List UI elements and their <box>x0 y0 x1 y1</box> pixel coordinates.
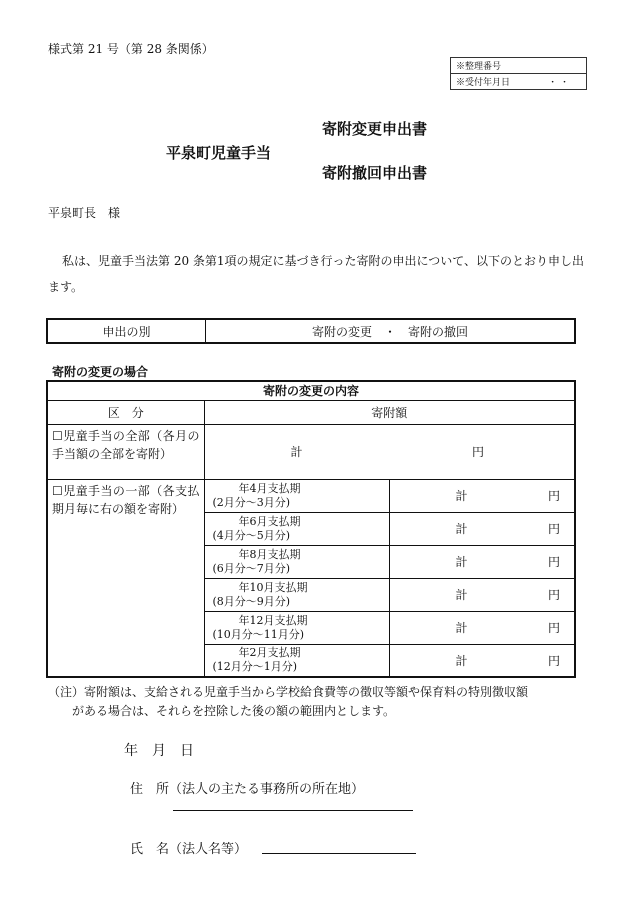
amount-unit: 円 <box>547 653 560 668</box>
address-input-line[interactable] <box>173 810 413 811</box>
period-cell <box>204 545 389 578</box>
period-months: (10月分～11月分) <box>212 627 305 641</box>
addressee: 平泉町長 様 <box>48 206 121 220</box>
period-name: 年8月支払期 <box>238 547 301 561</box>
period-amount[interactable] <box>389 512 575 545</box>
ref-date-label: ※受付年月日 <box>456 78 511 88</box>
amount-prefix: 計 <box>455 489 468 503</box>
period-name: 年2月支払期 <box>238 646 301 660</box>
period-months: (2月分～3月分) <box>212 495 291 509</box>
request-type-label: 申出の別 <box>47 319 206 343</box>
amount-unit: 円 <box>547 489 560 503</box>
amount-prefix: 計 <box>455 522 468 536</box>
period-amount[interactable] <box>389 578 575 611</box>
period-cell <box>204 512 389 545</box>
amount-unit: 円 <box>547 621 560 635</box>
option-partial-checkbox[interactable]: ☐児童手当の一部（各支払期月毎に右の額を寄附） <box>47 479 204 677</box>
period-months: (12月分～1月分) <box>212 660 298 674</box>
reference-box <box>450 57 587 90</box>
amount-prefix: 計 <box>455 588 468 602</box>
amount-prefix: 計 <box>455 555 468 569</box>
name-input-line[interactable] <box>262 853 416 854</box>
all-amount-prefix: 計 <box>290 445 303 459</box>
period-name: 年10月支払期 <box>238 580 308 594</box>
note-line-2: がある場合は、それらを控除した後の額の範囲内とします。 <box>72 704 396 718</box>
note-line-1: （注）寄附額は、支給される児童手当から学校給食費等の徴収等額や保育料の特別徴収額 <box>48 685 529 699</box>
change-table <box>46 380 576 678</box>
period-name: 年12月支払期 <box>238 613 308 627</box>
period-months: (4月分～5月分) <box>212 528 291 542</box>
amount-prefix: 計 <box>455 621 468 635</box>
period-cell <box>204 611 389 644</box>
option-all-checkbox[interactable]: ☐児童手当の全部（各月の手当額の全部を寄附） <box>47 424 204 479</box>
amount-unit: 円 <box>547 555 560 569</box>
period-amount[interactable] <box>389 611 575 644</box>
amount-prefix: 計 <box>455 653 468 668</box>
request-type-table <box>46 318 576 344</box>
title-change-request: 寄附変更申出書 <box>322 120 428 138</box>
period-amount[interactable] <box>389 545 575 578</box>
period-name: 年4月支払期 <box>238 481 301 495</box>
name-label: 氏 名（法人名等） <box>130 842 248 857</box>
ref-number-label: ※整理番号 <box>451 58 587 74</box>
ref-date-dots: ・ ・ <box>548 78 569 88</box>
ref-date-cell <box>451 74 587 90</box>
col-header-amount: 寄附額 <box>204 400 575 424</box>
amount-unit: 円 <box>547 522 560 536</box>
form-number: 様式第 21 号（第 28 条関係） <box>48 42 214 56</box>
title-withdraw-request: 寄附撤回申出書 <box>322 164 428 182</box>
period-amount[interactable] <box>389 479 575 512</box>
period-cell <box>204 644 389 677</box>
period-name: 年6月支払期 <box>238 514 301 528</box>
period-cell <box>204 578 389 611</box>
period-months: (8月分～9月分) <box>212 594 291 608</box>
amount-unit: 円 <box>547 588 560 602</box>
change-section-label: 寄附の変更の場合 <box>52 365 149 379</box>
all-amount-unit: 円 <box>471 445 484 459</box>
date-label: 年 月 日 <box>124 743 194 759</box>
period-amount[interactable] <box>389 644 575 677</box>
period-cell <box>204 479 389 512</box>
body-text: 私は、児童手当法第 20 条第1項の規定に基づき行った寄附の申出について、以下のとおり申し出ます。 <box>48 254 585 294</box>
change-table-title: 寄附の変更の内容 <box>47 381 575 400</box>
address-label: 住 所（法人の主たる事務所の所在地） <box>130 782 365 797</box>
col-header-category: 区 分 <box>47 400 204 424</box>
request-type-value: 寄附の変更 ・ 寄附の撤回 <box>206 319 576 343</box>
period-months: (6月分～7月分) <box>212 561 291 575</box>
all-amount-cell[interactable] <box>204 424 575 479</box>
title-main: 平泉町児童手当 <box>166 144 272 162</box>
note <box>48 683 593 721</box>
